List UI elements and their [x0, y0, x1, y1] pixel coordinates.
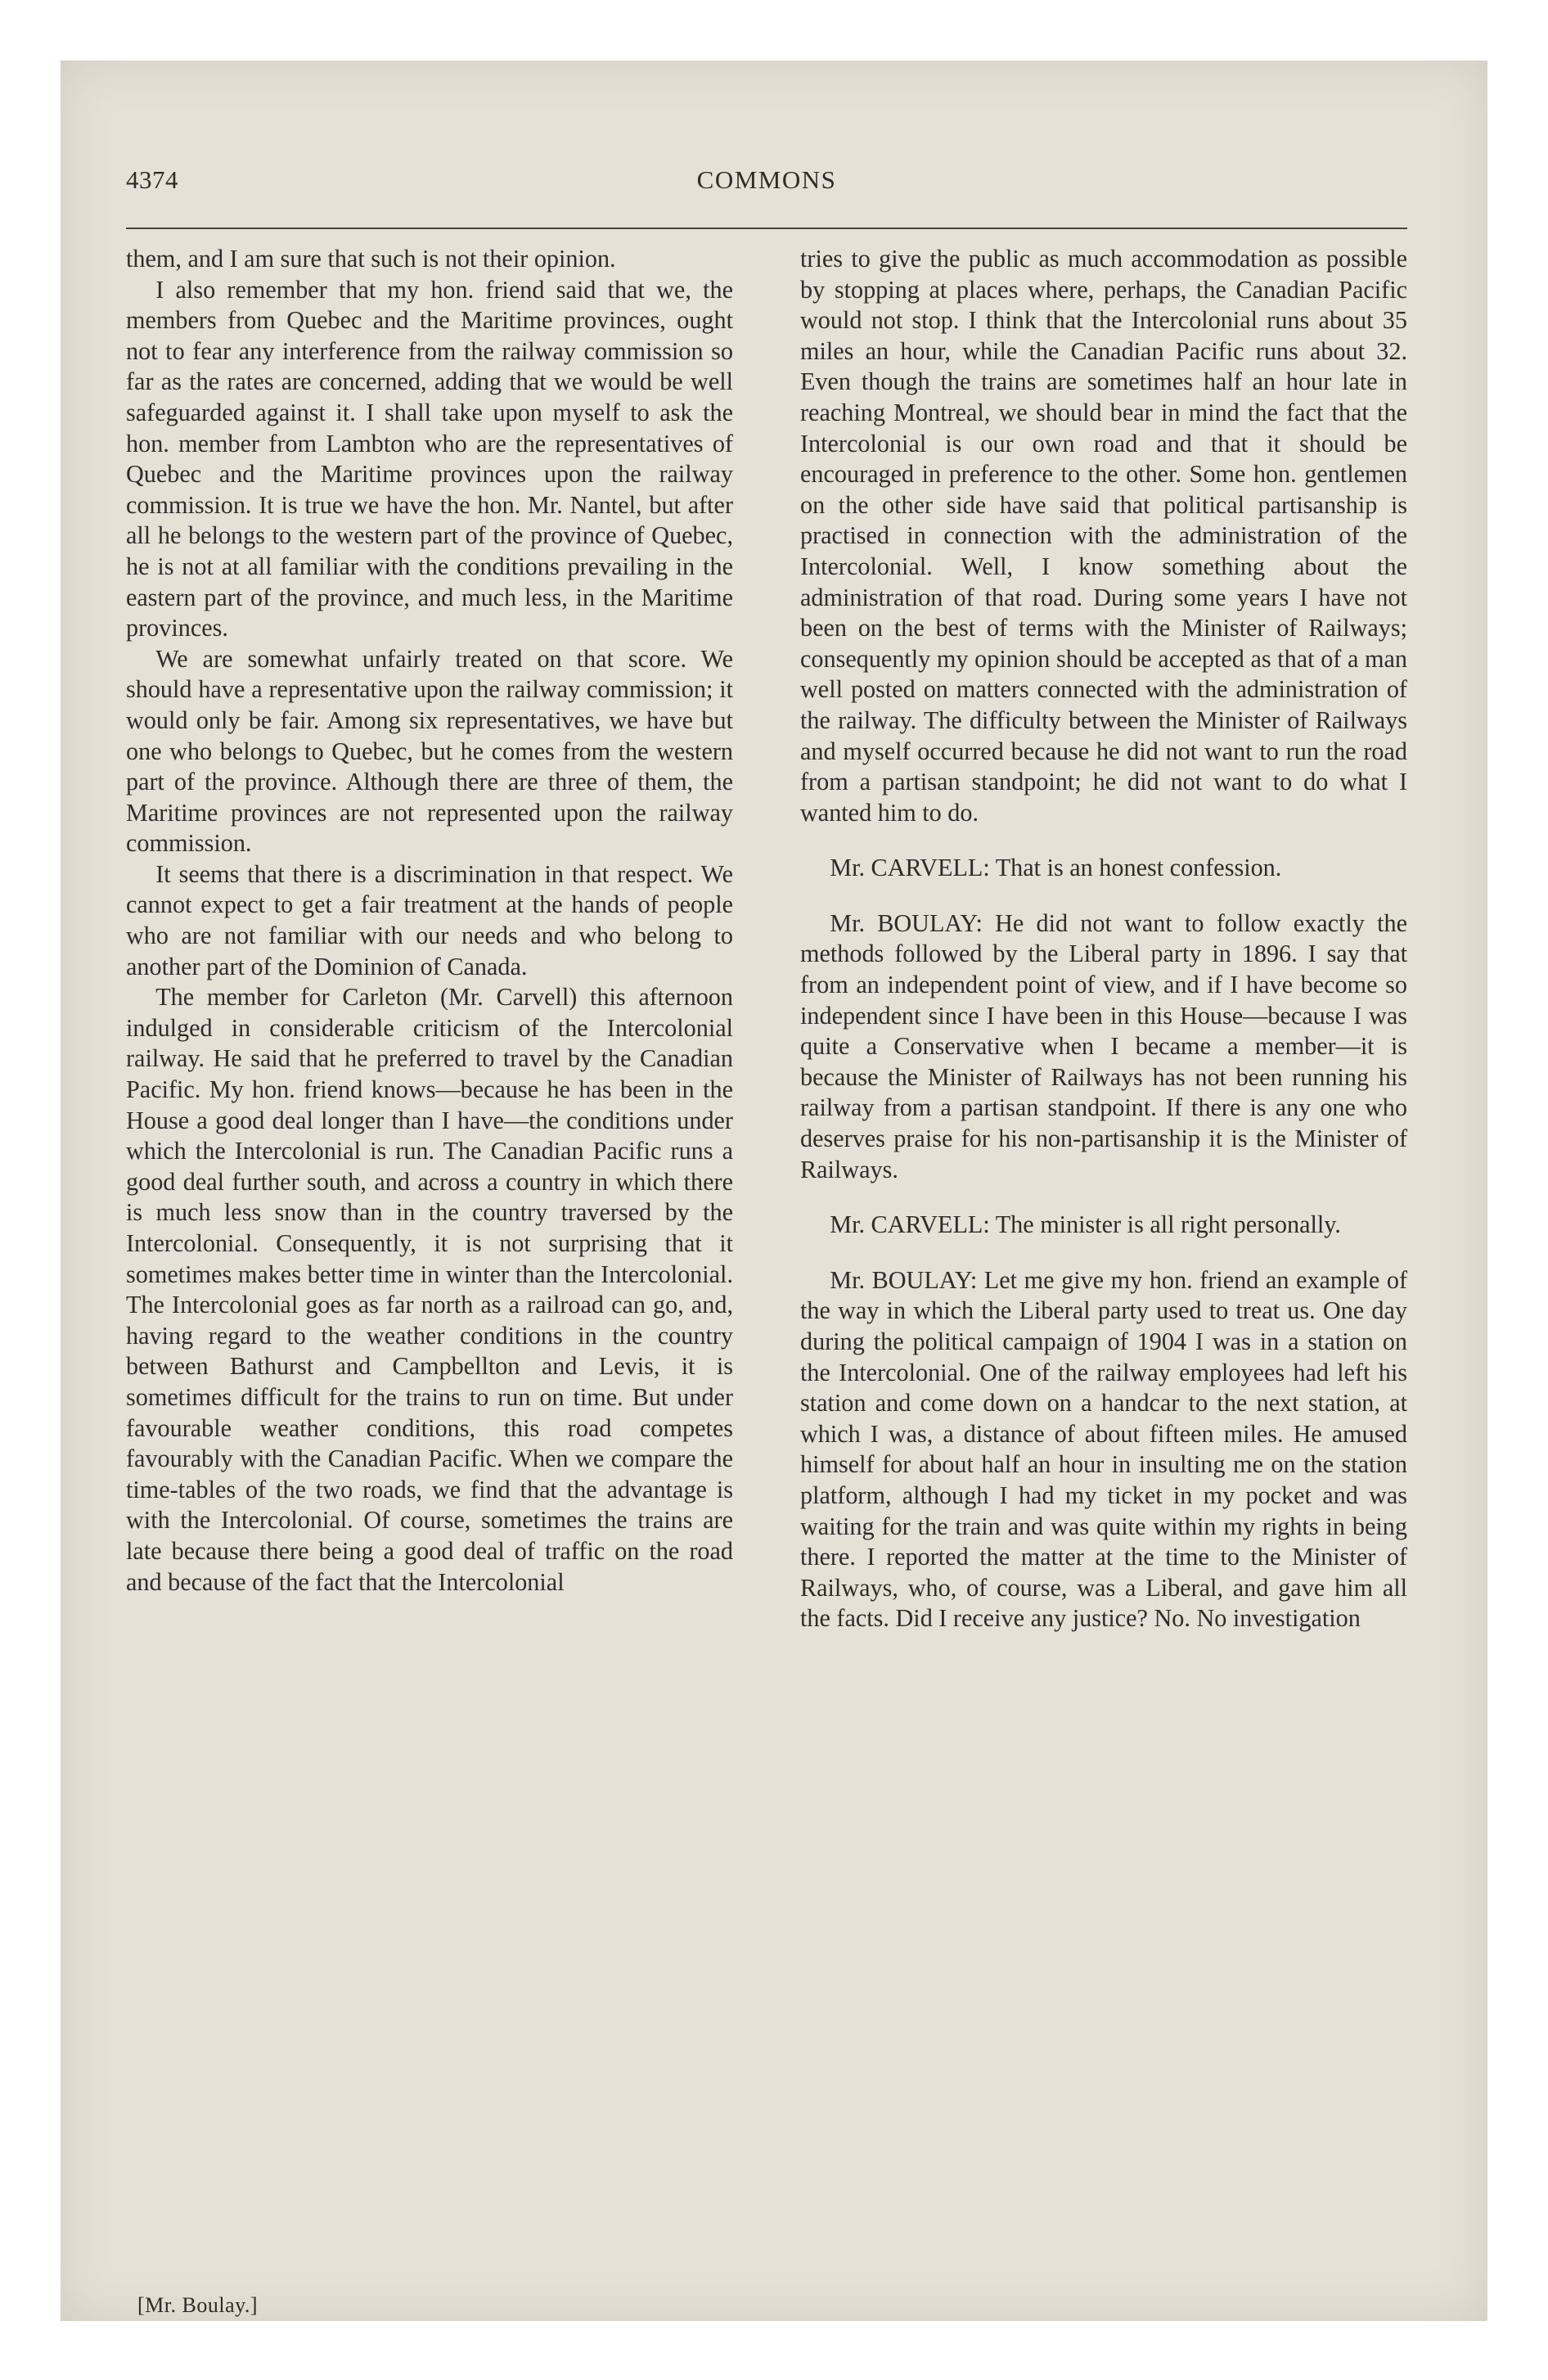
speaker-reference: [Mr. Boulay.] — [137, 2293, 259, 2317]
paragraph: them, and I am sure that such is not their opinion. — [126, 245, 616, 273]
hansard-page — [126, 156, 1407, 2316]
paragraph: I also remember that my hon. friend said that we, the members from Quebec and the Maritime provinces, ought not to fear any interference from the railway commission so far as the rates are concerned, adding that we would be well safeguarded against it. I shall take upon myself to ask the hon. member from Lambton who are the representatives of Quebec and the Maritime provinces upon the railway commission. It is true we have the hon. Mr. Nantel, but after all he belongs to the western part of the province of Quebec, he is not at all familiar with the conditions prevailing in the eastern part of the province, and much less, in the Maritime provinces. — [126, 275, 733, 642]
left-column — [126, 244, 733, 1634]
right-column — [800, 244, 1407, 1634]
page-header — [126, 156, 1407, 213]
speech-paragraph: Mr. BOULAY: Let me give my hon. friend an example of the way in which the Liberal party used to treat us. One day during the political campaign of 1904 I was in a station on the Intercolonial. One of the railway employees had left his station and come down on a handcar to the next station, at which I was, a distance of about fifteen miles. He amused himself for about half an hour in insulting me on the station platform, although I had my ticket in my pocket and was waiting for the train and was quite within my rights in being there. I reported the matter at the time to the Minister of Railways, who, of course, was a Liberal, and gave him all the facts. Did I receive any justice? No. No investigation — [800, 1265, 1407, 1633]
page-number: 4374 — [126, 165, 178, 194]
text-columns — [126, 244, 1407, 1634]
paragraph: We are somewhat unfairly treated on that score. We should have a representative upon the railway commission; it would only be fair. Among six representatives, we have but one who belongs to Quebec, but he comes from the western part of the province. Although there are three of them, the Maritime provinces are not represented upon the railway commission. — [126, 644, 733, 858]
running-head: COMMONS — [696, 165, 837, 194]
speech-paragraph: Mr. CARVELL: That is an honest confession. — [830, 854, 1282, 882]
paragraph: It seems that there is a discrimination in that respect. We cannot expect to get a fair treatment at the hands of people who are not familiar with our needs and who belong to another part of the Dominion of Canada. — [126, 859, 733, 980]
speech-paragraph: Mr. CARVELL: The minister is all right personally. — [830, 1210, 1341, 1239]
paragraph: The member for Carleton (Mr. Carvell) this afternoon indulged in considerable criticism of the Intercolonial railway. He said that he preferred to travel by the Canadian Pacific. My hon. friend knows—because he has been in the House a good deal longer than I have—the conditions under which the Intercolonial is run. The Canadian Pacific runs a good deal further south, and across a country in which there is much less snow than in the country traversed by the Intercolonial. Consequently, it is not surprising that it sometimes makes better time in winter than the Intercolonial. The Intercolonial goes as far north as a railroad can go, and, having regard to the weather conditions in the country between Bathurst and Campbellton and Levis, it is sometimes difficult for the trains to run on time. But under favourable weather conditions, this road competes favourably with the Canadian Pacific. When we compare the time-tables of the two roads, we find that the advantage is with the Intercolonial. Of course, sometimes the trains are late because there being a good deal of traffic on the road and because of the fact that the Intercolonial — [126, 983, 733, 1596]
speech-paragraph: Mr. BOULAY: He did not want to follow exactly the methods followed by the Liberal party in 1896. I say that from an independent point of view, and if I have become so independent since I have been in this House—because I was quite a Conservative when I became a member—it is because the Minister of Railways has not been running his railway from a partisan standpoint. If there is any one who deserves praise for his non-partisanship it is the Minister of Railways. — [800, 908, 1407, 1183]
header-rule — [126, 228, 1407, 229]
paragraph: tries to give the public as much accommodation as possible by stopping at places where, perhaps, the Canadian Pacific would not stop. I think that the Intercolonial runs about 35 miles an hour, while the Canadian Pacific runs about 32. Even though the trains are sometimes half an hour late in reaching Montreal, we should bear in mind the fact that the Intercolonial is our own road and that it should be encouraged in preference to the other. Some hon. gentlemen on the other side have said that political partisanship is practised in connection with the administration of the Intercolonial. Well, I know something about the administration of that road. During some years I have not been on the best of terms with the Minister of Railways; consequently my opinion should be accepted as that of a man well posted on matters connected with the administration of the railway. The difficulty between the Minister of Railways and myself occurred because he did not want to run the road from a partisan standpoint; he did not want to do what I wanted him to do. — [800, 245, 1407, 827]
